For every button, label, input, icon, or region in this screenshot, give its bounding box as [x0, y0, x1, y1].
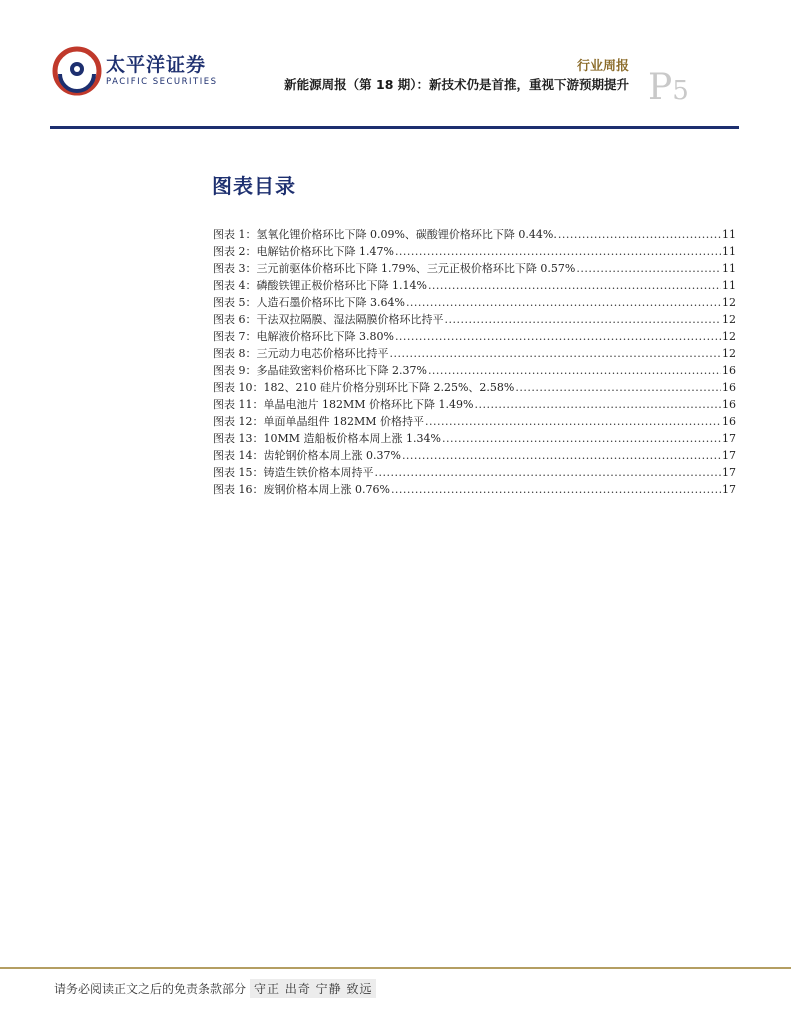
- toc-title: 图表目录: [212, 174, 296, 198]
- toc-entry-page: 17: [722, 483, 736, 496]
- company-motto: 守正 出奇 宁静 致远: [250, 979, 376, 998]
- toc-entry[interactable]: [213, 430, 736, 447]
- toc-entry-label: 图表 16：废钢价格本周上涨 0.76%: [213, 483, 390, 496]
- toc-entry-label: 图表 6：干法双拉隔膜、湿法隔膜价格环比持平: [213, 313, 444, 326]
- toc-leader-dots: [445, 311, 722, 328]
- toc-entry-page: 11: [722, 279, 736, 292]
- toc-entry[interactable]: [213, 328, 736, 345]
- toc-leader-dots: [406, 294, 721, 311]
- footer-divider: [0, 967, 791, 969]
- disclaimer-notice: 请务必阅读正文之后的免责条款部分: [54, 982, 247, 996]
- toc-entry-page: 17: [722, 432, 736, 445]
- toc-leader-dots: [428, 362, 721, 379]
- toc-entry-page: 16: [722, 381, 736, 394]
- toc-entry-label: 图表 3：三元前驱体价格环比下降 1.79%、三元正极价格环比下降 0.57%: [213, 262, 576, 275]
- toc-entry[interactable]: [213, 396, 736, 413]
- toc-entry-label: 图表 13：10MM 造船板价格本周上涨 1.34%: [213, 432, 441, 445]
- toc-leader-dots: [402, 447, 721, 464]
- toc-entry-page: 11: [722, 245, 736, 258]
- toc-entry[interactable]: [213, 226, 736, 243]
- toc-leader-dots: [428, 277, 721, 294]
- toc-entry-label: 图表 2：电解钴价格环比下降 1.47%: [213, 245, 394, 258]
- logo-chinese-name: 太平洋证券: [106, 54, 207, 76]
- toc-entry[interactable]: [213, 260, 736, 277]
- logo-english-name: PACIFIC SECURITIES: [106, 77, 218, 87]
- toc-entry-page: 11: [722, 262, 736, 275]
- toc-entry-label: 图表 1：氢氧化锂价格环比下降 0.09%、碳酸锂价格环比下降 0.44%.: [213, 228, 557, 241]
- toc-leader-dots: [442, 430, 721, 447]
- toc-entry[interactable]: [213, 277, 736, 294]
- toc-entry-label: 图表 15：铸造生铁价格本周持平: [213, 466, 374, 479]
- toc-entry[interactable]: [213, 311, 736, 328]
- toc-entry[interactable]: [213, 379, 736, 396]
- pacific-securities-logo-icon: [52, 46, 102, 96]
- toc-entry-label: 图表 11：单晶电池片 182MM 价格环比下降 1.49%: [213, 398, 474, 411]
- toc-leader-dots: [395, 243, 721, 260]
- toc-leader-dots: [576, 260, 721, 277]
- toc-entry-page: 16: [722, 415, 736, 428]
- toc-entry[interactable]: [213, 362, 736, 379]
- header-divider: [50, 126, 739, 129]
- toc-leader-dots: [425, 413, 721, 430]
- toc-entry[interactable]: [213, 464, 736, 481]
- toc-entry-label: 图表 7：电解液价格环比下降 3.80%: [213, 330, 394, 343]
- toc-entry[interactable]: [213, 481, 736, 498]
- toc-entry[interactable]: [213, 413, 736, 430]
- toc-entry-label: 图表 4：磷酸铁锂正极价格环比下降 1.14%: [213, 279, 427, 292]
- page-number-prefix: P: [648, 67, 673, 108]
- toc-entry[interactable]: [213, 345, 736, 362]
- toc-entry-page: 16: [722, 364, 736, 377]
- toc-entry-page: 12: [722, 347, 736, 360]
- toc-entry[interactable]: [213, 243, 736, 260]
- toc-entry[interactable]: [213, 447, 736, 464]
- footer: [54, 979, 376, 998]
- toc-entry-label: 图表 8：三元动力电芯价格环比持平: [213, 347, 389, 360]
- toc-entry-page: 11: [722, 228, 736, 241]
- toc-entry-label: 图表 12：单面单晶组件 182MM 价格持平: [213, 415, 425, 428]
- company-logo: [52, 46, 218, 96]
- page-number: [648, 68, 689, 111]
- toc-entry-page: 12: [722, 296, 736, 309]
- toc-leader-dots: [515, 379, 721, 396]
- report-category: 行业周报: [576, 59, 629, 74]
- toc-entry-label: 图表 10：182、210 硅片价格分别环比下降 2.25%、2.58%: [213, 381, 515, 394]
- toc-entry-page: 12: [722, 313, 736, 326]
- toc-leader-dots: [375, 464, 722, 481]
- toc-entry-label: 图表 14：齿轮钢价格本周上涨 0.37%: [213, 449, 401, 462]
- toc-entry-label: 图表 9：多晶硅致密料价格环比下降 2.37%: [213, 364, 427, 377]
- toc-entry-label: 图表 5：人造石墨价格环比下降 3.64%: [213, 296, 405, 309]
- toc-leader-dots: [474, 396, 721, 413]
- toc-leader-dots: [395, 328, 721, 345]
- toc-entry[interactable]: [213, 294, 736, 311]
- toc-leader-dots: [390, 345, 722, 362]
- toc-entry-page: 12: [722, 330, 736, 343]
- toc-entry-page: 17: [722, 466, 736, 479]
- toc-entry-page: 17: [722, 449, 736, 462]
- toc-list: [213, 226, 736, 498]
- toc-leader-dots: [558, 226, 721, 243]
- toc-leader-dots: [391, 481, 721, 498]
- toc-entry-page: 16: [722, 398, 736, 411]
- report-title: 新能源周报（第 18 期）：新技术仍是首推，重视下游预期提升: [284, 77, 629, 92]
- page-number-value: 5: [672, 76, 689, 106]
